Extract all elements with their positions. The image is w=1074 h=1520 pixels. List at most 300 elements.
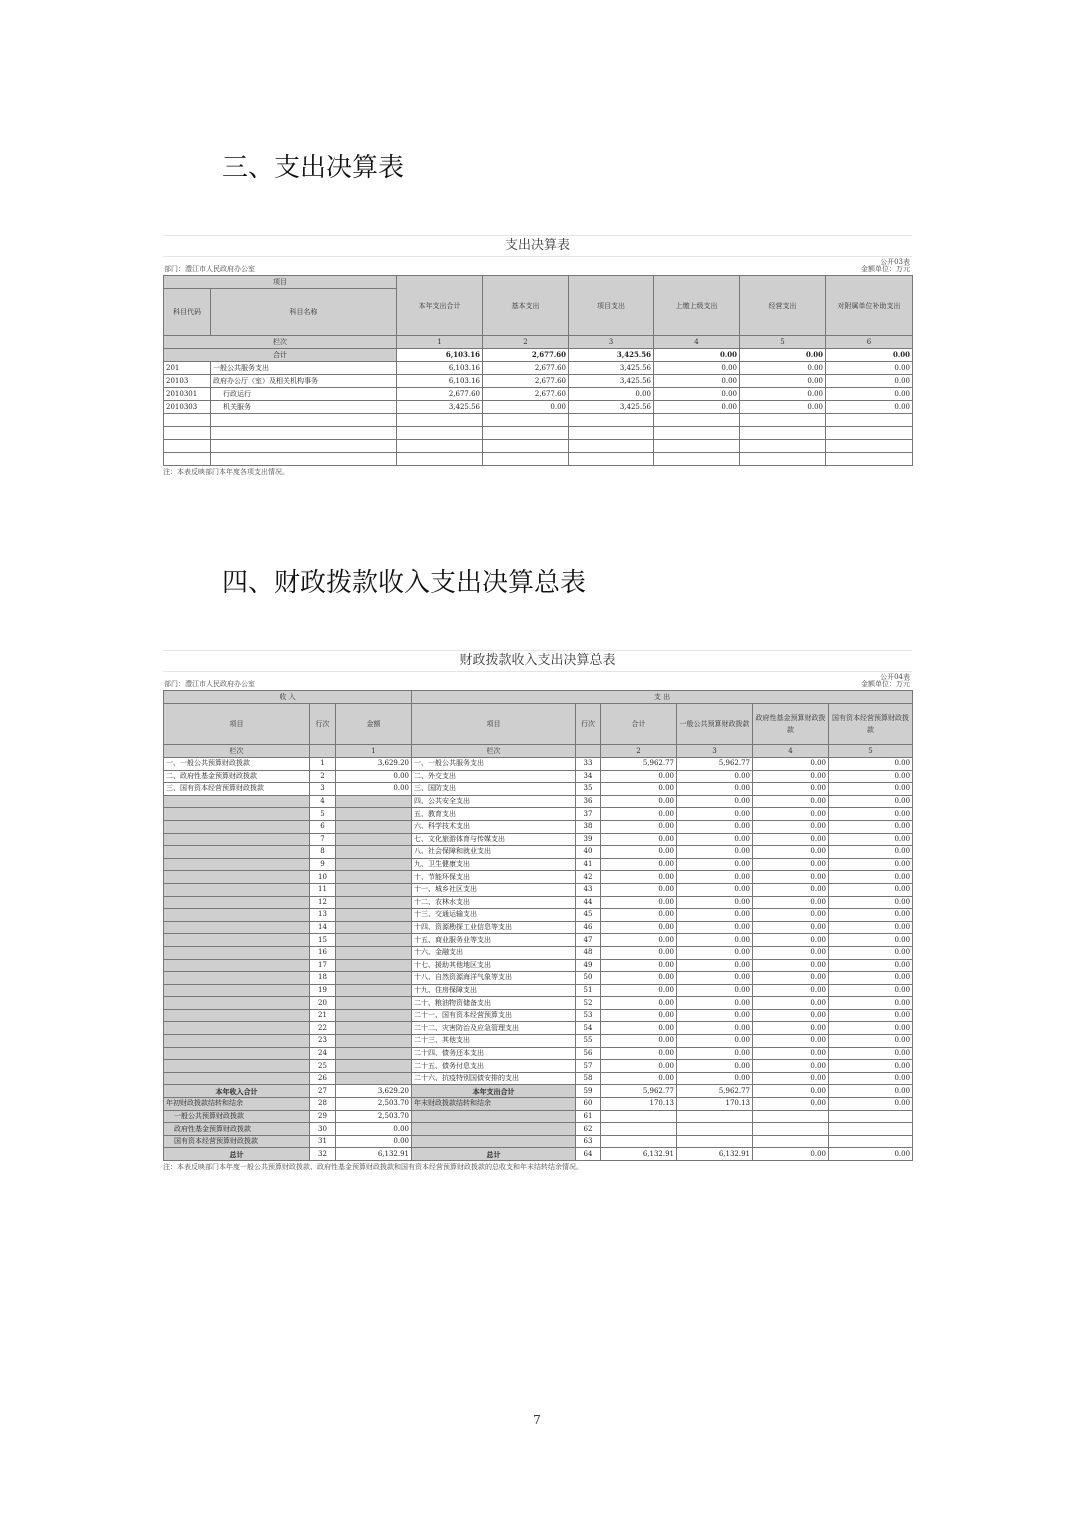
cell-value: 0.00 — [677, 883, 753, 896]
cell-value: 0.00 — [740, 362, 826, 375]
col-number: 5 — [740, 336, 826, 349]
cell-value: 6,132.91 — [601, 1148, 677, 1161]
cell-value: 0.00 — [677, 783, 753, 796]
col-number: 2 — [483, 336, 569, 349]
col-header: 项目支出 — [569, 276, 654, 336]
item-header: 项目 — [412, 704, 576, 745]
income-amount — [336, 871, 412, 884]
income-row-no: 5 — [310, 808, 336, 821]
cell-value — [753, 1135, 829, 1148]
income-amount — [336, 883, 412, 896]
income-amount: 0.00 — [336, 1135, 412, 1148]
col-header: 本年支出合计 — [397, 276, 483, 336]
cell-value: 0.00 — [753, 909, 829, 922]
subject-name: 一般公共服务支出 — [211, 362, 397, 375]
lanci-label: 栏次 — [164, 745, 310, 758]
cell-value: 0.00 — [677, 896, 753, 909]
fiscal-summary-table — [163, 650, 912, 1172]
income-item — [164, 1009, 310, 1022]
expense-item: 二十四、债务还本支出 — [412, 1047, 576, 1060]
cell-value: 0.00 — [753, 1085, 829, 1098]
table-row — [164, 770, 913, 783]
cell-value: 0.00 — [829, 1022, 913, 1035]
income-row-no: 11 — [310, 883, 336, 896]
income-amount — [336, 795, 412, 808]
income-item — [164, 1035, 310, 1048]
expense-item: 八、社会保障和就业支出 — [412, 846, 576, 859]
table-row — [164, 1098, 913, 1111]
income-item — [164, 1047, 310, 1060]
cell-value: 0.00 — [677, 921, 753, 934]
cell-value: 0.00 — [753, 833, 829, 846]
expense-row-no: 58 — [576, 1072, 601, 1085]
table-row — [164, 896, 913, 909]
income-amount — [336, 833, 412, 846]
table-row — [164, 871, 913, 884]
cell-value: 0.00 — [753, 846, 829, 859]
unit-label: 金额单位：万元 — [861, 265, 910, 273]
cell-value: 0.00 — [601, 1022, 677, 1035]
table-row — [164, 375, 913, 388]
table-row — [164, 946, 913, 959]
income-item: 二、政府性基金预算财政拨款 — [164, 770, 310, 783]
income-row-no: 15 — [310, 934, 336, 947]
expense-item: 十七、援助其他地区支出 — [412, 959, 576, 972]
income-row-no: 4 — [310, 795, 336, 808]
table-note: 注：本表反映部门本年度一般公共预算财政拨款、政府性基金预算财政拨款和国有资本经营预算财政拨款的总收支和年末结转结余情况。 — [163, 1163, 583, 1171]
total-row — [164, 349, 913, 362]
table-row — [164, 959, 913, 972]
table-row — [164, 1123, 913, 1136]
income-row-no: 27 — [310, 1085, 336, 1098]
cell-value: 5,962.77 — [677, 758, 753, 771]
cell-value: 0.00 — [601, 1060, 677, 1073]
cell-value: 0.00 — [677, 1009, 753, 1022]
table-title: 财政拨款收入支出决算总表 — [163, 650, 912, 672]
cell-value: 0.00 — [753, 820, 829, 833]
expense-sum-label: 本年支出合计 — [412, 1085, 576, 1098]
income-item: 一般公共预算财政拨款 — [164, 1110, 310, 1123]
income-amount — [336, 1009, 412, 1022]
cell-value: 2,677.60 — [483, 375, 569, 388]
income-item — [164, 946, 310, 959]
subject-code: 2010303 — [164, 401, 211, 414]
income-amount: 2,503.70 — [336, 1110, 412, 1123]
cell-value: 0.00 — [753, 1098, 829, 1111]
expense-row-no: 62 — [576, 1123, 601, 1136]
cell-value: 0.00 — [740, 375, 826, 388]
cell-value: 0.00 — [677, 770, 753, 783]
cell-value — [601, 1123, 677, 1136]
cell-value: 0.00 — [829, 959, 913, 972]
cell-value: 0.00 — [753, 896, 829, 909]
income-row-no: 16 — [310, 946, 336, 959]
subject-name: 机关服务 — [211, 401, 397, 414]
income-row-no: 19 — [310, 984, 336, 997]
income-row-no: 9 — [310, 858, 336, 871]
cell-value: 0.00 — [829, 921, 913, 934]
cell-value: 5,962.77 — [677, 1085, 753, 1098]
income-amount — [336, 946, 412, 959]
expense-item: 年末财政拨款结转和结余 — [412, 1098, 576, 1111]
empty-row — [164, 453, 913, 466]
expense-row-no: 60 — [576, 1098, 601, 1111]
expense-header: 支 出 — [412, 691, 913, 704]
cell-value: 0.00 — [829, 833, 913, 846]
expense-item: 十二、农林水支出 — [412, 896, 576, 909]
cell-value: 0.00 — [677, 820, 753, 833]
cell-value: 0.00 — [601, 1009, 677, 1022]
expense-row-no: 33 — [576, 758, 601, 771]
grand-total-row — [164, 1148, 913, 1161]
table-row — [164, 820, 913, 833]
expense-item: 十一、城乡社区支出 — [412, 883, 576, 896]
sum-row — [164, 1085, 913, 1098]
table-row — [164, 1047, 913, 1060]
cell-value: 0.00 — [601, 883, 677, 896]
lanci-label: 栏次 — [412, 745, 576, 758]
table-note: 注：本表反映部门本年度各项支出情况。 — [163, 468, 289, 476]
cell-value: 0.00 — [601, 921, 677, 934]
cell-value: 0.00 — [753, 783, 829, 796]
table-row — [164, 1135, 913, 1148]
cell-value: 0.00 — [601, 946, 677, 959]
expense-row-no: 57 — [576, 1060, 601, 1073]
expense-item: 十五、商业服务业等支出 — [412, 934, 576, 947]
expense-item — [412, 1110, 576, 1123]
cell-value: 0.00 — [677, 946, 753, 959]
cell-value: 0.00 — [753, 1060, 829, 1073]
cell-value: 0.00 — [829, 1047, 913, 1060]
cell-value: 0.00 — [829, 846, 913, 859]
total-value: 0.00 — [654, 349, 740, 362]
table-row — [164, 758, 913, 771]
cell-value: 0.00 — [753, 1072, 829, 1085]
expense-row-no: 46 — [576, 921, 601, 934]
cell-value — [829, 1135, 913, 1148]
cell-value: 0.00 — [829, 946, 913, 959]
income-item — [164, 972, 310, 985]
subject-code: 201 — [164, 362, 211, 375]
table-row — [164, 934, 913, 947]
table-row — [164, 1072, 913, 1085]
cell-value: 0.00 — [677, 972, 753, 985]
cell-value: 0.00 — [753, 972, 829, 985]
income-row-no: 28 — [310, 1098, 336, 1111]
cell-value: 0.00 — [829, 1060, 913, 1073]
expense-row-no: 34 — [576, 770, 601, 783]
table-row — [164, 783, 913, 796]
table-row — [164, 1060, 913, 1073]
expense-row-no: 41 — [576, 858, 601, 871]
expense-row-no: 59 — [576, 1085, 601, 1098]
expense-item: 十六、金融支出 — [412, 946, 576, 959]
cell-value: 0.00 — [829, 909, 913, 922]
name-header: 科目名称 — [211, 289, 397, 336]
lanci-label: 栏次 — [164, 336, 397, 349]
fiscal-summary-grid — [163, 690, 913, 1161]
income-amount — [336, 909, 412, 922]
income-item — [164, 1072, 310, 1085]
cell-value: 0.00 — [829, 896, 913, 909]
expense-item: 四、公共安全支出 — [412, 795, 576, 808]
cell-value: 0.00 — [829, 1148, 913, 1161]
income-row-no: 20 — [310, 997, 336, 1010]
expense-item: 六、科学技术支出 — [412, 820, 576, 833]
income-item — [164, 795, 310, 808]
income-amount — [336, 858, 412, 871]
cell-value: 0.00 — [601, 770, 677, 783]
cell-value: 0.00 — [829, 783, 913, 796]
cell-value: 0.00 — [829, 858, 913, 871]
income-row-no: 17 — [310, 959, 336, 972]
expense-row-no: 63 — [576, 1135, 601, 1148]
cell-value: 0.00 — [753, 997, 829, 1010]
cell-value: 0.00 — [753, 946, 829, 959]
cell-value — [829, 1123, 913, 1136]
cell-value: 0.00 — [826, 401, 913, 414]
cell-value: 0.00 — [677, 1035, 753, 1048]
expense-row-no: 47 — [576, 934, 601, 947]
expense-item: 二十五、债务付息支出 — [412, 1060, 576, 1073]
col-header: 对附属单位补助支出 — [826, 276, 913, 336]
cell-value: 0.00 — [753, 984, 829, 997]
table-row — [164, 808, 913, 821]
income-amount — [336, 808, 412, 821]
cell-value: 0.00 — [677, 1072, 753, 1085]
cell-value: 0.00 — [829, 883, 913, 896]
cell-value: 0.00 — [829, 1098, 913, 1111]
form-number: 公开04表 — [880, 673, 910, 681]
table-row — [164, 846, 913, 859]
subject-name: 政府办公厅（室）及相关机构事务 — [211, 375, 397, 388]
total-value: 2,677.60 — [483, 349, 569, 362]
item-header: 项目 — [164, 704, 310, 745]
income-row-no: 29 — [310, 1110, 336, 1123]
expense-row-no: 36 — [576, 795, 601, 808]
table-row — [164, 1035, 913, 1048]
cell-value: 0.00 — [753, 959, 829, 972]
expense-row-no: 54 — [576, 1022, 601, 1035]
cell-value: 0.00 — [654, 362, 740, 375]
expense-row-no: 44 — [576, 896, 601, 909]
cell-value: 0.00 — [601, 783, 677, 796]
cell-value — [677, 1110, 753, 1123]
cell-value: 0.00 — [601, 795, 677, 808]
income-item — [164, 984, 310, 997]
expense-item: 十九、住房保障支出 — [412, 984, 576, 997]
income-amount: 0.00 — [336, 1123, 412, 1136]
cell-value: 0.00 — [677, 1060, 753, 1073]
cell-value: 0.00 — [829, 934, 913, 947]
expense-row-no: 48 — [576, 946, 601, 959]
cell-value: 0.00 — [829, 808, 913, 821]
col-header: 经营支出 — [740, 276, 826, 336]
income-row-no: 25 — [310, 1060, 336, 1073]
cell-value: 0.00 — [601, 1072, 677, 1085]
expense-item: 二十、粮油物资储备支出 — [412, 997, 576, 1010]
expense-row-no: 40 — [576, 846, 601, 859]
col-header: 基本支出 — [483, 276, 569, 336]
expense-row-no: 55 — [576, 1035, 601, 1048]
cell-value: 0.00 — [753, 1148, 829, 1161]
expense-item: 十、节能环保支出 — [412, 871, 576, 884]
expense-row-no: 56 — [576, 1047, 601, 1060]
income-item — [164, 871, 310, 884]
income-item — [164, 833, 310, 846]
cell-value: 0.00 — [753, 1022, 829, 1035]
cell-value: 3,425.56 — [397, 401, 483, 414]
cell-value: 0.00 — [826, 388, 913, 401]
income-row-no: 30 — [310, 1123, 336, 1136]
expense-item: 二十三、其他支出 — [412, 1035, 576, 1048]
cell-value: 0.00 — [740, 388, 826, 401]
cell-value: 0.00 — [654, 401, 740, 414]
cell-value: 0.00 — [677, 959, 753, 972]
cell-value: 0.00 — [829, 820, 913, 833]
cell-value: 0.00 — [677, 934, 753, 947]
table-row — [164, 909, 913, 922]
income-row-no: 24 — [310, 1047, 336, 1060]
cell-value — [677, 1135, 753, 1148]
table-row — [164, 1022, 913, 1035]
expense-item: 二十二、灾害防治及应急管理支出 — [412, 1022, 576, 1035]
expense-item — [412, 1135, 576, 1148]
expense-row-no: 45 — [576, 909, 601, 922]
cell-value: 0.00 — [829, 1072, 913, 1085]
row-no-header: 行次 — [310, 704, 336, 745]
income-row-no: 13 — [310, 909, 336, 922]
income-row-no: 2 — [310, 770, 336, 783]
fund-budget-header: 政府性基金预算财政拨款 — [753, 704, 829, 745]
cell-value: 0.00 — [569, 388, 654, 401]
table-row — [164, 972, 913, 985]
table-row — [164, 921, 913, 934]
income-amount — [336, 1072, 412, 1085]
expense-item: 十四、资源勘探工业信息等支出 — [412, 921, 576, 934]
cell-value: 0.00 — [753, 1009, 829, 1022]
expense-item: 二十一、国有资本经营预算支出 — [412, 1009, 576, 1022]
income-header: 收 入 — [164, 691, 412, 704]
expense-row-no: 49 — [576, 959, 601, 972]
cell-value: 6,103.16 — [397, 362, 483, 375]
cell-value: 0.00 — [753, 1035, 829, 1048]
income-item — [164, 934, 310, 947]
income-sum-label: 本年收入合计 — [164, 1085, 310, 1098]
empty-row — [164, 414, 913, 427]
cell-value: 0.00 — [753, 795, 829, 808]
income-grand-label: 总计 — [164, 1148, 310, 1161]
total-label: 合计 — [164, 349, 397, 362]
cell-value: 3,425.56 — [569, 362, 654, 375]
cell-value: 0.00 — [601, 984, 677, 997]
unit-label: 金额单位：万元 — [861, 680, 910, 688]
cell-value: 0.00 — [677, 984, 753, 997]
expense-row-no: 53 — [576, 1009, 601, 1022]
project-header: 项目 — [164, 276, 397, 289]
col-number: 4 — [753, 745, 829, 758]
subject-code: 2010301 — [164, 388, 211, 401]
cell-value: 0.00 — [677, 858, 753, 871]
total-value: 0.00 — [740, 349, 826, 362]
income-amount: 3,629.20 — [336, 758, 412, 771]
subject-name: 行政运行 — [211, 388, 397, 401]
income-amount — [336, 972, 412, 985]
code-header: 科目代码 — [164, 289, 211, 336]
expense-row-no: 51 — [576, 984, 601, 997]
expense-row-no: 37 — [576, 808, 601, 821]
income-item: 三、国有资本经营预算财政拨款 — [164, 783, 310, 796]
income-row-no: 1 — [310, 758, 336, 771]
col-number: 2 — [601, 745, 677, 758]
expense-item: 十三、交通运输支出 — [412, 909, 576, 922]
col-number: 3 — [569, 336, 654, 349]
cell-value: 3,425.56 — [569, 401, 654, 414]
cell-value: 0.00 — [753, 871, 829, 884]
cell-value: 170.13 — [601, 1098, 677, 1111]
col-number: 6 — [826, 336, 913, 349]
income-row-no: 23 — [310, 1035, 336, 1048]
income-amount — [336, 820, 412, 833]
cell-value: 0.00 — [483, 401, 569, 414]
cell-value: 0.00 — [601, 909, 677, 922]
income-row-no: 31 — [310, 1135, 336, 1148]
cell-value — [829, 1110, 913, 1123]
expense-item: 二、外交支出 — [412, 770, 576, 783]
expense-row-no: 61 — [576, 1110, 601, 1123]
expense-item: 九、卫生健康支出 — [412, 858, 576, 871]
expense-item: 十八、自然资源海洋气象等支出 — [412, 972, 576, 985]
income-row-no: 7 — [310, 833, 336, 846]
subject-code: 20103 — [164, 375, 211, 388]
cell-value: 0.00 — [601, 858, 677, 871]
expense-item: 二十六、抗疫特别国债安排的支出 — [412, 1072, 576, 1085]
income-row-no: 26 — [310, 1072, 336, 1085]
cell-value: 0.00 — [601, 959, 677, 972]
cell-value: 0.00 — [601, 833, 677, 846]
income-amount — [336, 959, 412, 972]
cell-value: 0.00 — [601, 972, 677, 985]
table-meta — [163, 257, 912, 275]
cell-value: 0.00 — [601, 934, 677, 947]
income-row-no: 6 — [310, 820, 336, 833]
income-item: 年初财政拨款结转和结余 — [164, 1098, 310, 1111]
income-item — [164, 858, 310, 871]
income-amount — [336, 1047, 412, 1060]
empty-row — [164, 440, 913, 453]
income-row-no: 21 — [310, 1009, 336, 1022]
income-amount — [336, 921, 412, 934]
expense-row-no: 43 — [576, 883, 601, 896]
cell-value: 0.00 — [829, 984, 913, 997]
cell-value: 0.00 — [654, 388, 740, 401]
income-amount — [336, 846, 412, 859]
income-item — [164, 921, 310, 934]
income-item — [164, 846, 310, 859]
col-number: 3 — [677, 745, 753, 758]
cell-value — [677, 1123, 753, 1136]
cell-value: 0.00 — [677, 795, 753, 808]
cell-value — [753, 1110, 829, 1123]
income-row-no: 3 — [310, 783, 336, 796]
cell-value: 0.00 — [753, 758, 829, 771]
table-row — [164, 362, 913, 375]
cell-value: 0.00 — [753, 934, 829, 947]
cell-value: 0.00 — [601, 846, 677, 859]
income-item — [164, 959, 310, 972]
cell-value: 0.00 — [601, 808, 677, 821]
cell-value: 0.00 — [677, 1022, 753, 1035]
